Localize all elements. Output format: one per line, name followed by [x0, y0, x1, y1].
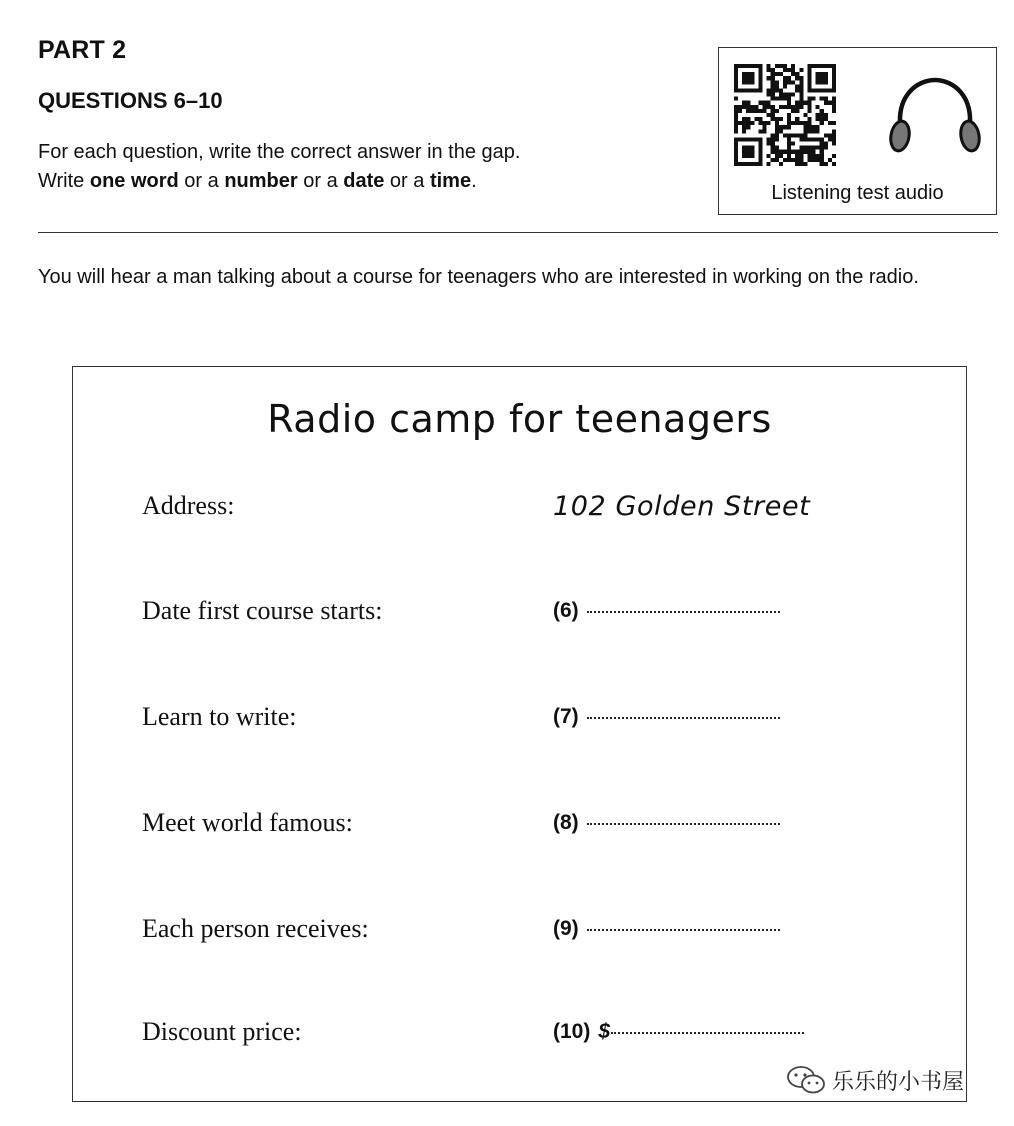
instruction-text: . [471, 170, 477, 192]
address-label: Address: [142, 491, 235, 520]
answer-line[interactable] [587, 717, 780, 719]
notes-form [72, 366, 967, 1102]
questions-title: QUESTIONS 6–10 [38, 88, 223, 113]
dollar-sign: $ [598, 1020, 611, 1043]
watermark [786, 1064, 964, 1096]
answer-gap-8[interactable] [553, 811, 780, 835]
answer-gap-9[interactable] [553, 917, 780, 941]
instruction-line-2 [38, 167, 477, 195]
instruction-line-1: For each question, write the correct answer in the gap. [38, 141, 521, 163]
price-label: Discount price: [142, 1017, 302, 1046]
instruction-emphasis: number [224, 170, 298, 192]
date-label: Date first course starts: [142, 596, 383, 625]
question-number: (7) [553, 705, 579, 728]
watermark-text: 乐乐的小书屋 [832, 1069, 965, 1095]
audio-label: Listening test audio [771, 182, 944, 204]
part-title: PART 2 [38, 36, 127, 64]
instruction-emphasis: one word [89, 170, 179, 192]
instruction-text: or a [297, 170, 344, 192]
answer-gap-6[interactable] [553, 599, 780, 623]
answer-gap-7[interactable] [553, 705, 780, 729]
question-number: (10) [553, 1020, 591, 1043]
answer-line[interactable] [611, 1032, 804, 1034]
headphones-icon [887, 76, 983, 158]
audio-box[interactable] [718, 47, 997, 215]
answer-gap-10[interactable] [553, 1020, 804, 1044]
question-number: (6) [553, 599, 579, 622]
receives-label: Each person receives: [142, 914, 369, 943]
instruction-emphasis: time [429, 170, 472, 192]
meet-label: Meet world famous: [142, 808, 353, 837]
intro-text: You will hear a man talking about a course for teenagers who are interested in working on the radio. [38, 266, 919, 288]
question-number: (8) [553, 811, 579, 834]
form-title: Radio camp for teenagers [267, 397, 772, 441]
learn-label: Learn to write: [142, 702, 297, 731]
answer-line[interactable] [587, 611, 780, 613]
instruction-text: Write [38, 170, 90, 192]
qr-code-icon[interactable] [734, 64, 836, 166]
instruction-text: or a [178, 170, 225, 192]
answer-line[interactable] [587, 823, 780, 825]
instruction-emphasis: date [343, 170, 385, 192]
question-number: (9) [553, 917, 579, 940]
instruction-text: or a [384, 170, 430, 192]
answer-line[interactable] [587, 929, 780, 931]
section-divider [38, 232, 998, 233]
address-value: 102 Golden Street [553, 491, 811, 522]
wechat-icon [786, 1064, 826, 1096]
